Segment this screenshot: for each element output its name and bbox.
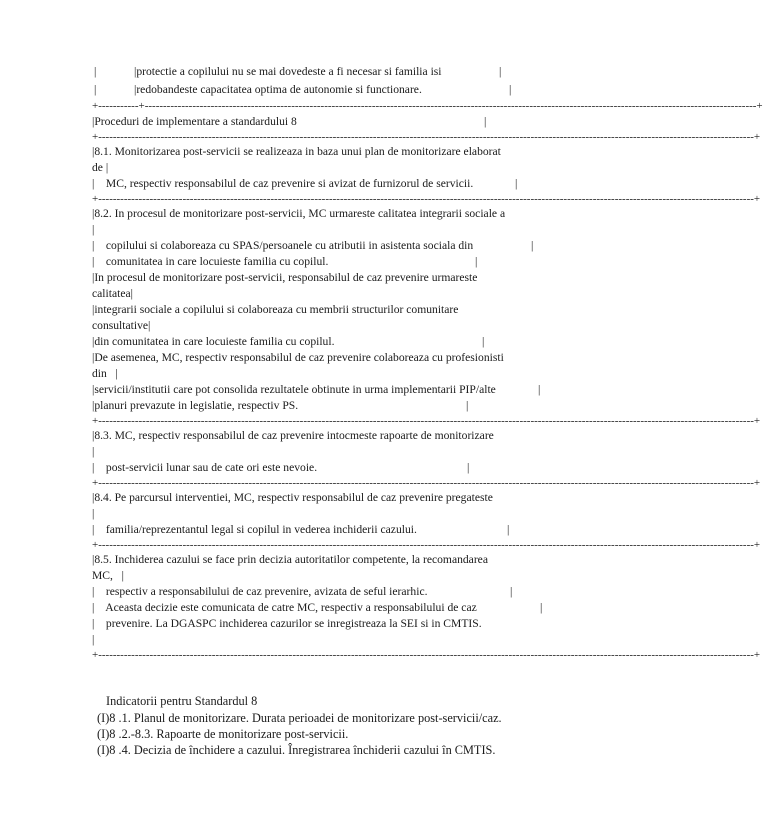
- table-border: |: [94, 65, 97, 78]
- table-border: |: [507, 523, 510, 536]
- table-text-line: |planuri prevazute in legislatie, respectiv PS.: [92, 399, 299, 412]
- table-text-line: |In procesul de monitorizare post-servicii, responsabilul de caz prevenire urmareste: [92, 271, 478, 284]
- table-border: |: [466, 399, 469, 412]
- table-border: |: [499, 65, 502, 78]
- table-text-line: |De asemenea, MC, respectiv responsabilul de caz prevenire colaboreaza cu profesionisti: [92, 351, 504, 364]
- table-text-line: | respectiv a responsabilului de caz prevenire, avizata de seful ierarhic.: [92, 585, 428, 598]
- table-separator: +-----------------------------------------------------------------------------------------------------------------------------------------------------------------------------------+: [92, 539, 761, 551]
- table-text-line: | MC, respectiv responsabilul de caz prevenire si avizat de furnizorul de servicii.: [92, 177, 474, 190]
- table-border: |: [467, 461, 470, 474]
- table-text-line: | Aceasta decizie este comunicata de catre MC, respectiv a responsabilului de caz: [92, 601, 477, 614]
- table-text-line: | copilului si colaboreaza cu SPAS/persoanele cu atributii in asistenta sociala din: [92, 239, 474, 252]
- table-text-line: |8.4. Pe parcursul interventiei, MC, respectiv responsabilul de caz prevenire pregateste: [92, 491, 493, 504]
- table-border: |: [482, 335, 485, 348]
- table-text-line: |8.3. MC, respectiv responsabilul de caz prevenire intocmeste rapoarte de monitorizare: [92, 429, 494, 442]
- table-border: |: [540, 601, 543, 614]
- table-border: |: [92, 445, 95, 458]
- table-border: |: [531, 239, 534, 252]
- table-border: |: [510, 585, 513, 598]
- table-separator: +-----------------------------------------------------------------------------------------------------------------------------------------------------------------------------------+: [92, 477, 761, 489]
- table-text-line: |redobandeste capacitatea optima de autonomie si functionare.: [134, 83, 422, 96]
- indicator-item: (I)8 .1. Planul de monitorizare. Durata perioadei de monitorizare post-servicii/caz.: [97, 711, 502, 725]
- table-text-line: |servicii/institutii care pot consolida rezultatele obtinute in urma implementarii PIP/alte: [92, 383, 496, 396]
- table-text-line: |din comunitatea in care locuieste familia cu copilul.: [92, 335, 335, 348]
- table-separator: +-----------------------------------------------------------------------------------------------------------------------------------------------------------------------------------+: [92, 131, 761, 143]
- table-border: |: [484, 115, 487, 128]
- table-text-line: |protectie a copilului nu se mai dovedeste a fi necesar si familia isi: [134, 65, 442, 78]
- table-text-line: calitatea|: [92, 287, 133, 300]
- table-text-line: consultative|: [92, 319, 151, 332]
- table-separator: +-----------------------------------------------------------------------------------------------------------------------------------------------------------------------------------+: [92, 193, 761, 205]
- indicator-item: (I)8 .2.-8.3. Rapoarte de monitorizare post-servicii.: [97, 727, 349, 741]
- table-text-line: | familia/reprezentantul legal si copilul in vederea inchiderii cazului.: [92, 523, 417, 536]
- table-border: |: [515, 177, 518, 190]
- table-text-line: de |: [92, 161, 109, 174]
- table-border: |: [92, 633, 95, 646]
- table-text-line: | prevenire. La DGASPC inchiderea cazurilor se inregistreaza la SEI si in CMTIS.: [92, 617, 482, 630]
- table-text-line: | comunitatea in care locuieste familia cu copilul.: [92, 255, 329, 268]
- table-separator: +-----------------------------------------------------------------------------------------------------------------------------------------------------------------------------------+: [92, 415, 761, 427]
- table-text-line: |Proceduri de implementare a standardului 8: [92, 115, 297, 128]
- table-border: |: [538, 383, 541, 396]
- table-text-line: |integrarii sociale a copilului si colaboreaza cu membrii structurilor comunitare: [92, 303, 459, 316]
- table-text-line: MC, |: [92, 569, 124, 582]
- table-border: |: [509, 83, 512, 96]
- indicator-item: (I)8 .4. Decizia de închidere a cazului. Înregistrarea închiderii cazului în CMTIS.: [97, 743, 496, 757]
- table-text-line: |8.5. Inchiderea cazului se face prin decizia autoritatilor competente, la recomandarea: [92, 553, 488, 566]
- table-border: |: [92, 223, 95, 236]
- indicators-title: Indicatorii pentru Standardul 8: [106, 694, 258, 708]
- table-text-line: | post-servicii lunar sau de cate ori este nevoie.: [92, 461, 318, 474]
- table-separator: +-----------+-----------------------------------------------------------------------------------------------------------------------------------------------------------------------+: [92, 100, 763, 112]
- table-separator: +-----------------------------------------------------------------------------------------------------------------------------------------------------------------------------------+: [92, 649, 761, 661]
- table-border: |: [94, 83, 97, 96]
- table-text-line: din |: [92, 367, 118, 380]
- table-text-line: |8.2. In procesul de monitorizare post-servicii, MC urmareste calitatea integrarii sociale a: [92, 207, 506, 220]
- table-border: |: [92, 507, 95, 520]
- table-border: |: [475, 255, 478, 268]
- table-text-line: |8.1. Monitorizarea post-servicii se realizeaza in baza unui plan de monitorizare elaborat: [92, 145, 501, 158]
